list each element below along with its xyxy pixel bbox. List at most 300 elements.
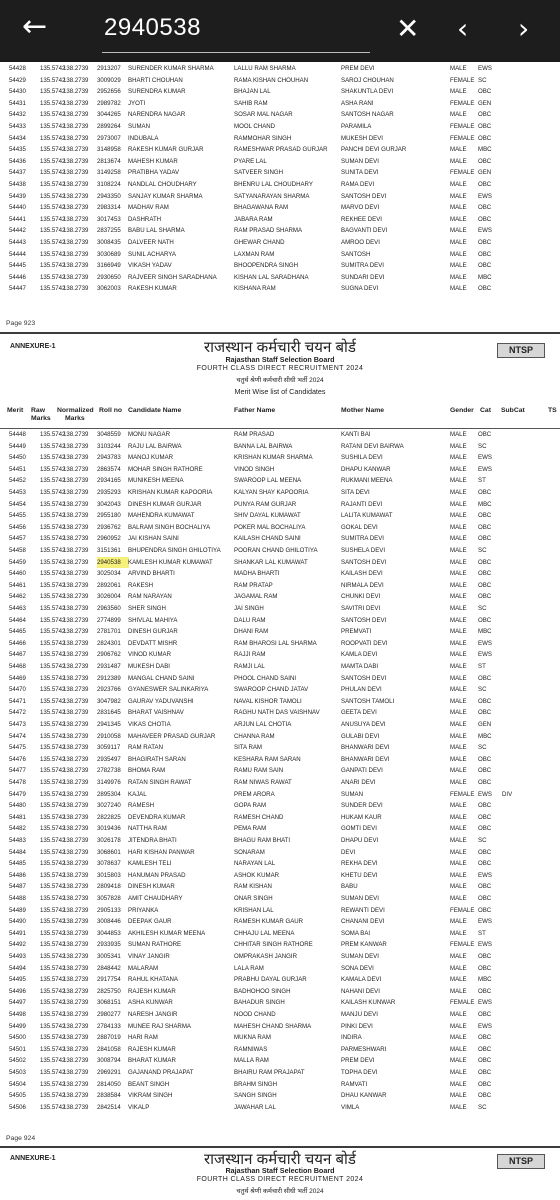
cell-mother-name: SANTOSH DEVI (341, 558, 387, 566)
cell-father-name: RAM KISHAN (234, 883, 272, 891)
table-row (0, 272, 560, 284)
cell-gender: MALE (450, 987, 467, 995)
cell-candidate-name: DINESH GURJAR (128, 628, 178, 636)
cell-cat: OBC (478, 593, 492, 601)
hindi-subtitle: चतुर्थ श्रेणी कर्मचारी सीधी भर्ती 2024 (236, 1188, 324, 1195)
cell-merit: 54456 (9, 523, 26, 531)
cell-father-name: PRABHU DAYAL GURJAR (234, 976, 307, 984)
cell-father-name: RAMESH KUMAR GAUR (234, 918, 304, 926)
cell-cat: ST (478, 929, 486, 937)
cell-raw-marks: 135.5742 (40, 767, 66, 775)
cell-candidate-name: SHER SINGH (128, 605, 166, 612)
cell-gender: MALE (450, 465, 467, 473)
cell-father-name: JAI SINGH (234, 605, 264, 612)
cell-candidate-name: DASHRATH (128, 215, 162, 223)
cell-roll-no: 2941345 (97, 721, 121, 728)
cell-raw-marks: 135.5742 (40, 442, 66, 450)
cell-cat: MBC (478, 628, 492, 636)
cell-gender: MALE (450, 593, 467, 601)
cell-father-name: SHANKAR LAL KUMAWAT (234, 558, 308, 566)
table-row (0, 649, 560, 661)
cell-raw-marks: 135.5742 (40, 227, 66, 235)
cell-gender: MALE (450, 285, 467, 293)
cell-normalized-marks: 138.2739 (63, 593, 89, 601)
cell-roll-no: 2837255 (97, 227, 121, 235)
cell-normalized-marks: 138.2739 (63, 500, 89, 508)
cell-candidate-name: VIKRAM SINGH (128, 1092, 173, 1100)
cell-roll-no: 3057828 (97, 895, 121, 902)
cell-cat: OBC (478, 987, 492, 995)
cell-merit: 54464 (9, 616, 26, 624)
cell-cat: OBC (478, 239, 492, 246)
cell-normalized-marks: 138.2739 (63, 651, 89, 659)
cell-raw-marks: 135.5742 (40, 987, 66, 995)
cell-cat: MBC (478, 732, 492, 740)
cell-father-name: SHIV DAYAL KUMAWAT (234, 512, 301, 520)
cell-candidate-name: SANJAY KUMAR SHARMA (128, 192, 203, 200)
cell-raw-marks: 135.5742 (40, 941, 66, 949)
annexure-label: ANNEXURE-1 (10, 343, 56, 350)
annexure-label: ANNEXURE-1 (10, 1155, 56, 1162)
cell-merit: 54476 (9, 755, 26, 763)
table-row (0, 893, 560, 905)
cell-father-name: NOOD CHAND (234, 1011, 276, 1018)
cell-candidate-name: MALARAM (128, 964, 159, 972)
cell-mother-name: PREM DEVI (341, 1057, 375, 1065)
chevron-right-icon[interactable]: › (518, 12, 530, 45)
cell-cat: OBC (478, 262, 492, 270)
cell-cat: OBC (478, 1069, 492, 1076)
cell-roll-no: 3148958 (97, 146, 121, 154)
cell-candidate-name: BABU LAL SHARMA (128, 227, 185, 235)
cell-merit: 54485 (9, 860, 26, 868)
cell-raw-marks: 135.5742 (40, 111, 66, 119)
cell-normalized-marks: 138.2739 (63, 477, 89, 485)
cell-father-name: BHAGU RAM BHATI (234, 837, 291, 844)
cell-gender: MALE (450, 825, 467, 833)
cell-normalized-marks: 138.2739 (63, 134, 89, 142)
cell-father-name: SATYANARAYAN SHARMA (234, 192, 310, 200)
cell-merit: 54480 (9, 802, 26, 810)
cell-roll-no: 2841058 (97, 1045, 121, 1053)
cell-merit: 54448 (9, 431, 26, 438)
cell-roll-no: 2838584 (97, 1092, 121, 1100)
list-title: Merit Wise list of Candidates (234, 387, 326, 396)
cell-mother-name: AMROO DEVI (341, 239, 380, 246)
cell-merit: 54447 (9, 285, 26, 293)
cell-raw-marks: 135.5742 (40, 953, 66, 960)
cell-candidate-name: JYOTI (128, 99, 146, 107)
cell-candidate-name: MONU NAGAR (128, 431, 170, 438)
cell-merit: 54450 (9, 454, 26, 462)
cell-candidate-name: BEANT SINGH (128, 1080, 170, 1088)
cell-raw-marks: 135.5742 (40, 1022, 66, 1030)
cell-merit: 54457 (9, 535, 26, 543)
cell-father-name: DALU RAM (234, 616, 266, 624)
cell-candidate-name: SHIVLAL MAHIYA (128, 616, 178, 624)
cell-cat: GEN (478, 99, 492, 107)
table-row (0, 626, 560, 638)
cell-gender: MALE (450, 1069, 467, 1076)
cell-mother-name: NIRMALA DEVI (341, 581, 384, 589)
cell-roll-no: 3149976 (97, 779, 121, 786)
cell-normalized-marks: 138.2739 (63, 65, 89, 72)
cell-mother-name: SANTOSH TAMOLI (341, 697, 395, 705)
cell-gender: MALE (450, 1080, 467, 1088)
cell-mother-name: GANPATI DEVI (341, 767, 383, 775)
search-input[interactable]: 2940538 (104, 14, 201, 41)
table-row (0, 429, 560, 441)
cell-merit: 54446 (9, 273, 26, 281)
cell-mother-name: SUSHELA DEVI (341, 547, 386, 554)
cell-raw-marks: 135.5742 (40, 895, 66, 902)
cell-father-name: SWAROOP CHAND JATAV (234, 686, 309, 694)
table-row (0, 696, 560, 708)
cell-roll-no: 2824301 (97, 639, 121, 647)
cell-roll-no: 2899264 (97, 123, 121, 130)
hindi-title: राजस्थान कर्मचारी चयन बोर्ड (204, 339, 356, 356)
cell-father-name: BAHADUR SINGH (234, 999, 285, 1007)
cell-normalized-marks: 138.2739 (63, 1092, 89, 1100)
cell-gender: MALE (450, 111, 467, 119)
cell-normalized-marks: 138.2739 (63, 204, 89, 212)
cell-merit: 54453 (9, 489, 26, 496)
cell-father-name: RAM PRATAP (234, 581, 273, 589)
cell-candidate-name: RATAN SINGH RAWAT (128, 779, 192, 786)
cell-gender: MALE (450, 239, 467, 246)
table-row (0, 1009, 560, 1021)
cell-gender: MALE (450, 860, 467, 868)
cell-candidate-name: VIKASH YADAV (128, 262, 172, 270)
cell-raw-marks: 135.5742 (40, 1080, 66, 1088)
cell-roll-no: 3009029 (97, 76, 121, 84)
cell-normalized-marks: 138.2739 (63, 964, 89, 972)
cell-mother-name: MAMTA DABI (341, 663, 379, 670)
cell-raw-marks: 135.5742 (40, 477, 66, 485)
table-row (0, 858, 560, 870)
hindi-subtitle: चतुर्थ श्रेणी कर्मचारी सीधी भर्ती 2024 (236, 377, 324, 384)
cell-raw-marks: 135.5742 (40, 1103, 66, 1111)
cell-cat: OBC (478, 1011, 492, 1018)
page-separator (0, 332, 560, 334)
close-icon[interactable]: ✕ (396, 12, 420, 45)
cell-normalized-marks: 138.2739 (63, 465, 89, 473)
recruitment-title: FOURTH CLASS DIRECT RECRUITMENT 2024 (196, 365, 364, 372)
cell-mother-name: RAMA DEVI (341, 181, 375, 188)
cell-normalized-marks: 138.2739 (63, 192, 89, 200)
recruitment-title: FOURTH CLASS DIRECT RECRUITMENT 2024 (196, 1176, 364, 1183)
cell-merit: 54462 (9, 593, 26, 601)
cell-roll-no: 3015803 (97, 871, 121, 879)
cell-cat: OBC (478, 250, 492, 258)
cell-cat: EWS (478, 465, 492, 473)
cell-gender: MALE (450, 929, 467, 937)
cell-cat: EWS (478, 1022, 492, 1030)
cell-merit: 54478 (9, 779, 26, 786)
cell-normalized-marks: 138.2739 (63, 1080, 89, 1088)
cell-candidate-name: RAJVEER SINGH SARADHANA (128, 273, 217, 281)
cell-merit: 54440 (9, 204, 26, 212)
table-row (0, 1090, 560, 1102)
cell-normalized-marks: 138.2739 (63, 1069, 89, 1076)
table-row (0, 487, 560, 499)
chevron-left-icon[interactable]: ‹ (457, 12, 469, 45)
cell-merit: 54488 (9, 895, 26, 902)
cell-normalized-marks: 138.2739 (63, 976, 89, 984)
cell-merit: 54443 (9, 239, 26, 246)
cell-mother-name: RAJANTI DEVI (341, 500, 383, 508)
cell-normalized-marks: 138.2739 (63, 558, 89, 566)
cell-cat: OBC (478, 181, 492, 188)
cell-raw-marks: 135.5742 (40, 547, 66, 554)
cell-roll-no: 2943350 (97, 192, 121, 200)
cell-normalized-marks: 138.2739 (63, 628, 89, 636)
cell-cat: OBC (478, 204, 492, 212)
cell-roll-no: 2935497 (97, 755, 121, 763)
cell-father-name: JAWAHAR LAL (234, 1103, 276, 1111)
cell-normalized-marks: 138.2739 (63, 802, 89, 810)
cell-merit: 54458 (9, 547, 26, 554)
cell-normalized-marks: 138.2739 (63, 146, 89, 154)
cell-normalized-marks: 138.2739 (63, 454, 89, 462)
cell-merit: 54468 (9, 663, 26, 670)
table-row (0, 963, 560, 975)
cell-gender: MALE (450, 883, 467, 891)
cell-merit: 54432 (9, 111, 26, 119)
cell-gender: MALE (450, 953, 467, 960)
cell-normalized-marks: 138.2739 (63, 674, 89, 682)
cell-raw-marks: 135.5742 (40, 65, 66, 72)
cell-raw-marks: 135.5742 (40, 262, 66, 270)
table-row (0, 109, 560, 121)
cell-raw-marks: 135.5742 (40, 674, 66, 682)
cell-roll-no: 3068151 (97, 999, 121, 1007)
cell-normalized-marks: 138.2739 (63, 709, 89, 717)
table-row (0, 1067, 560, 1079)
cell-cat: MBC (478, 500, 492, 508)
cell-merit: 54506 (9, 1103, 26, 1111)
cell-candidate-name: RAM RATAN (128, 744, 163, 752)
cell-gender: MALE (450, 558, 467, 566)
cell-mother-name: SUMITRA DEVI (341, 535, 385, 543)
cell-raw-marks: 135.5742 (40, 285, 66, 293)
cell-roll-no: 2781701 (97, 628, 121, 636)
table-row (0, 916, 560, 928)
cell-gender: MALE (450, 1034, 467, 1042)
cell-normalized-marks: 138.2739 (63, 616, 89, 624)
cell-raw-marks: 135.5742 (40, 535, 66, 543)
cell-mother-name: SOMA BAI (341, 929, 371, 937)
cell-roll-no: 2936762 (97, 523, 121, 531)
cell-cat: OBC (478, 697, 492, 705)
cell-gender: MALE (450, 895, 467, 902)
cell-merit: 54498 (9, 1011, 26, 1018)
col-ts: TS (548, 407, 557, 414)
cell-cat: OBC (478, 581, 492, 589)
cell-normalized-marks: 138.2739 (63, 895, 89, 902)
cell-normalized-marks: 138.2739 (63, 779, 89, 786)
cell-roll-no: 2910058 (97, 732, 121, 740)
cell-gender: MALE (450, 477, 467, 485)
cell-roll-no: 3062003 (97, 285, 121, 293)
document-viewer[interactable] (0, 62, 560, 1200)
cell-father-name: PHOOL CHAND SAINI (234, 674, 297, 682)
cell-normalized-marks: 138.2739 (63, 744, 89, 752)
cell-raw-marks: 135.5742 (40, 1045, 66, 1053)
cell-merit: 54465 (9, 628, 26, 636)
cell-merit: 54466 (9, 639, 26, 647)
cell-cat: OBC (478, 1034, 492, 1042)
cell-father-name: ARJUN LAL CHOTIA (234, 721, 292, 728)
cell-cat: OBC (478, 1092, 492, 1100)
cell-candidate-name: BHARAT VAISHNAV (128, 709, 184, 717)
cell-roll-no: 2813674 (97, 157, 121, 165)
cell-normalized-marks: 138.2739 (63, 929, 89, 937)
cell-normalized-marks: 138.2739 (63, 1045, 89, 1053)
cell-cat: SC (478, 547, 487, 554)
cell-cat: OBC (478, 512, 492, 520)
table-row (0, 986, 560, 998)
cell-cat: OBC (478, 285, 492, 293)
cell-normalized-marks: 138.2739 (63, 535, 89, 543)
table-row (0, 191, 560, 203)
cell-father-name: JAGAMAL RAM (234, 593, 278, 601)
cell-candidate-name: GYANESWER SALINKARIYA (128, 686, 209, 694)
cell-roll-no: 3149258 (97, 169, 121, 177)
cell-roll-no: 3059117 (97, 744, 121, 752)
cell-cat: SC (478, 837, 487, 844)
cell-mother-name: CHANANI DEVI (341, 918, 385, 926)
cell-roll-no: 2973007 (97, 134, 121, 142)
cell-normalized-marks: 138.2739 (63, 953, 89, 960)
cell-gender: MALE (450, 500, 467, 508)
table-row (0, 133, 560, 145)
arrow-left-icon[interactable]: ← (22, 9, 48, 44)
cell-cat: SC (478, 605, 487, 612)
cell-roll-no: 2983314 (97, 204, 121, 212)
cell-cat: EWS (478, 790, 492, 798)
cell-gender: MALE (450, 663, 467, 670)
cell-normalized-marks: 138.2739 (63, 732, 89, 740)
cell-raw-marks: 135.5742 (40, 825, 66, 833)
table-row (0, 684, 560, 696)
table-row (0, 214, 560, 226)
cell-merit: 54493 (9, 953, 26, 960)
cell-raw-marks: 135.5742 (40, 489, 66, 496)
cell-merit: 54503 (9, 1069, 26, 1076)
cell-roll-no: 3008794 (97, 1057, 121, 1065)
cell-gender: MALE (450, 721, 467, 728)
cell-cat: EWS (478, 65, 492, 72)
cell-raw-marks: 135.5742 (40, 169, 66, 177)
cell-roll-no: 2963560 (97, 605, 121, 612)
cell-normalized-marks: 138.2739 (63, 581, 89, 589)
cell-father-name: DHANI RAM (234, 628, 269, 636)
cell-candidate-name: DINESH KUMAR (128, 883, 175, 891)
cell-merit: 54436 (9, 157, 26, 165)
cell-cat: OBC (478, 860, 492, 868)
cell-mother-name: MANJU DEVI (341, 1011, 378, 1018)
cell-roll-no: 3044853 (97, 929, 121, 937)
cell-mother-name: PANCHI DEVI GURJAR (341, 146, 407, 154)
cell-cat: SC (478, 744, 487, 752)
cell-merit: 54505 (9, 1092, 26, 1100)
cell-father-name: RAM PRASAD (234, 431, 275, 438)
table-row (0, 557, 560, 569)
cell-candidate-name: RAM NARAYAN (128, 593, 172, 601)
cell-raw-marks: 135.5742 (40, 964, 66, 972)
cell-raw-marks: 135.5742 (40, 88, 66, 96)
cell-mother-name: SUNDER DEVI (341, 802, 383, 810)
cell-candidate-name: BHARTI CHOUHAN (128, 76, 183, 84)
cell-merit: 54433 (9, 123, 26, 130)
cell-raw-marks: 135.5742 (40, 848, 66, 856)
cell-candidate-name: NARENDRA NAGAR (128, 111, 186, 119)
cell-roll-no: 3078637 (97, 860, 121, 868)
cell-candidate-name: BHUPENDRA SINGH GHILOTIYA (128, 547, 221, 554)
cell-candidate-name: RAKESH KUMAR GURJAR (128, 146, 204, 154)
cell-normalized-marks: 138.2739 (63, 431, 89, 438)
table-row (0, 156, 560, 168)
cell-mother-name: MUKESH DEVI (341, 134, 383, 142)
cell-mother-name: SONA DEVI (341, 964, 374, 972)
cell-normalized-marks: 138.2739 (63, 837, 89, 844)
cell-cat: OBC (478, 431, 492, 438)
board-name: Rajasthan Staff Selection Board (225, 355, 335, 364)
cell-normalized-marks: 138.2739 (63, 157, 89, 165)
table-row (0, 510, 560, 522)
cell-merit: 54431 (9, 99, 26, 107)
cell-merit: 54497 (9, 999, 26, 1007)
table-row (0, 707, 560, 719)
cell-normalized-marks: 138.2739 (63, 489, 89, 496)
cell-father-name: CHHAJU LAL MEENA (234, 929, 295, 937)
cell-normalized-marks: 138.2739 (63, 570, 89, 578)
cell-gender: MALE (450, 871, 467, 879)
search-input-underline (102, 52, 370, 53)
table-row (0, 441, 560, 453)
cell-candidate-name: GAURAV YADUVANSHI (128, 697, 194, 705)
cell-raw-marks: 135.5742 (40, 465, 66, 473)
cell-merit: 54487 (9, 883, 26, 891)
table-row (0, 765, 560, 777)
cell-cat: OBC (478, 134, 492, 142)
cell-mother-name: SANTOSH (341, 250, 371, 258)
cell-roll-no: 3030689 (97, 250, 121, 258)
col-mother-name: Mother Name (341, 407, 385, 414)
cell-raw-marks: 135.5742 (40, 134, 66, 142)
page-separator (0, 1146, 560, 1148)
cell-mother-name: KAILASH DEVI (341, 570, 383, 578)
cell-roll-no: 3026178 (97, 837, 121, 844)
cell-candidate-name: MUKESH DABI (128, 663, 170, 670)
cell-mother-name: PARMESHWARI (341, 1045, 387, 1053)
cell-normalized-marks: 138.2739 (63, 906, 89, 914)
table-row (0, 121, 560, 133)
col-cat: Cat (480, 407, 491, 414)
cell-gender: MALE (450, 964, 467, 972)
cell-candidate-name: MUNIKESH MEENA (128, 477, 184, 485)
cell-candidate-name: DEVDATT MISHR (128, 639, 178, 647)
cell-gender: MALE (450, 918, 467, 926)
cell-raw-marks: 135.5742 (40, 192, 66, 200)
cell-normalized-marks: 138.2739 (63, 76, 89, 84)
cell-roll-no: 2933935 (97, 941, 121, 949)
cell-candidate-name: RAJU LAL BAIRWA (128, 442, 182, 450)
cell-merit: 54474 (9, 732, 26, 740)
cell-roll-no: 2935293 (97, 489, 121, 496)
cell-mother-name: DHAPU KANWAR (341, 465, 391, 473)
